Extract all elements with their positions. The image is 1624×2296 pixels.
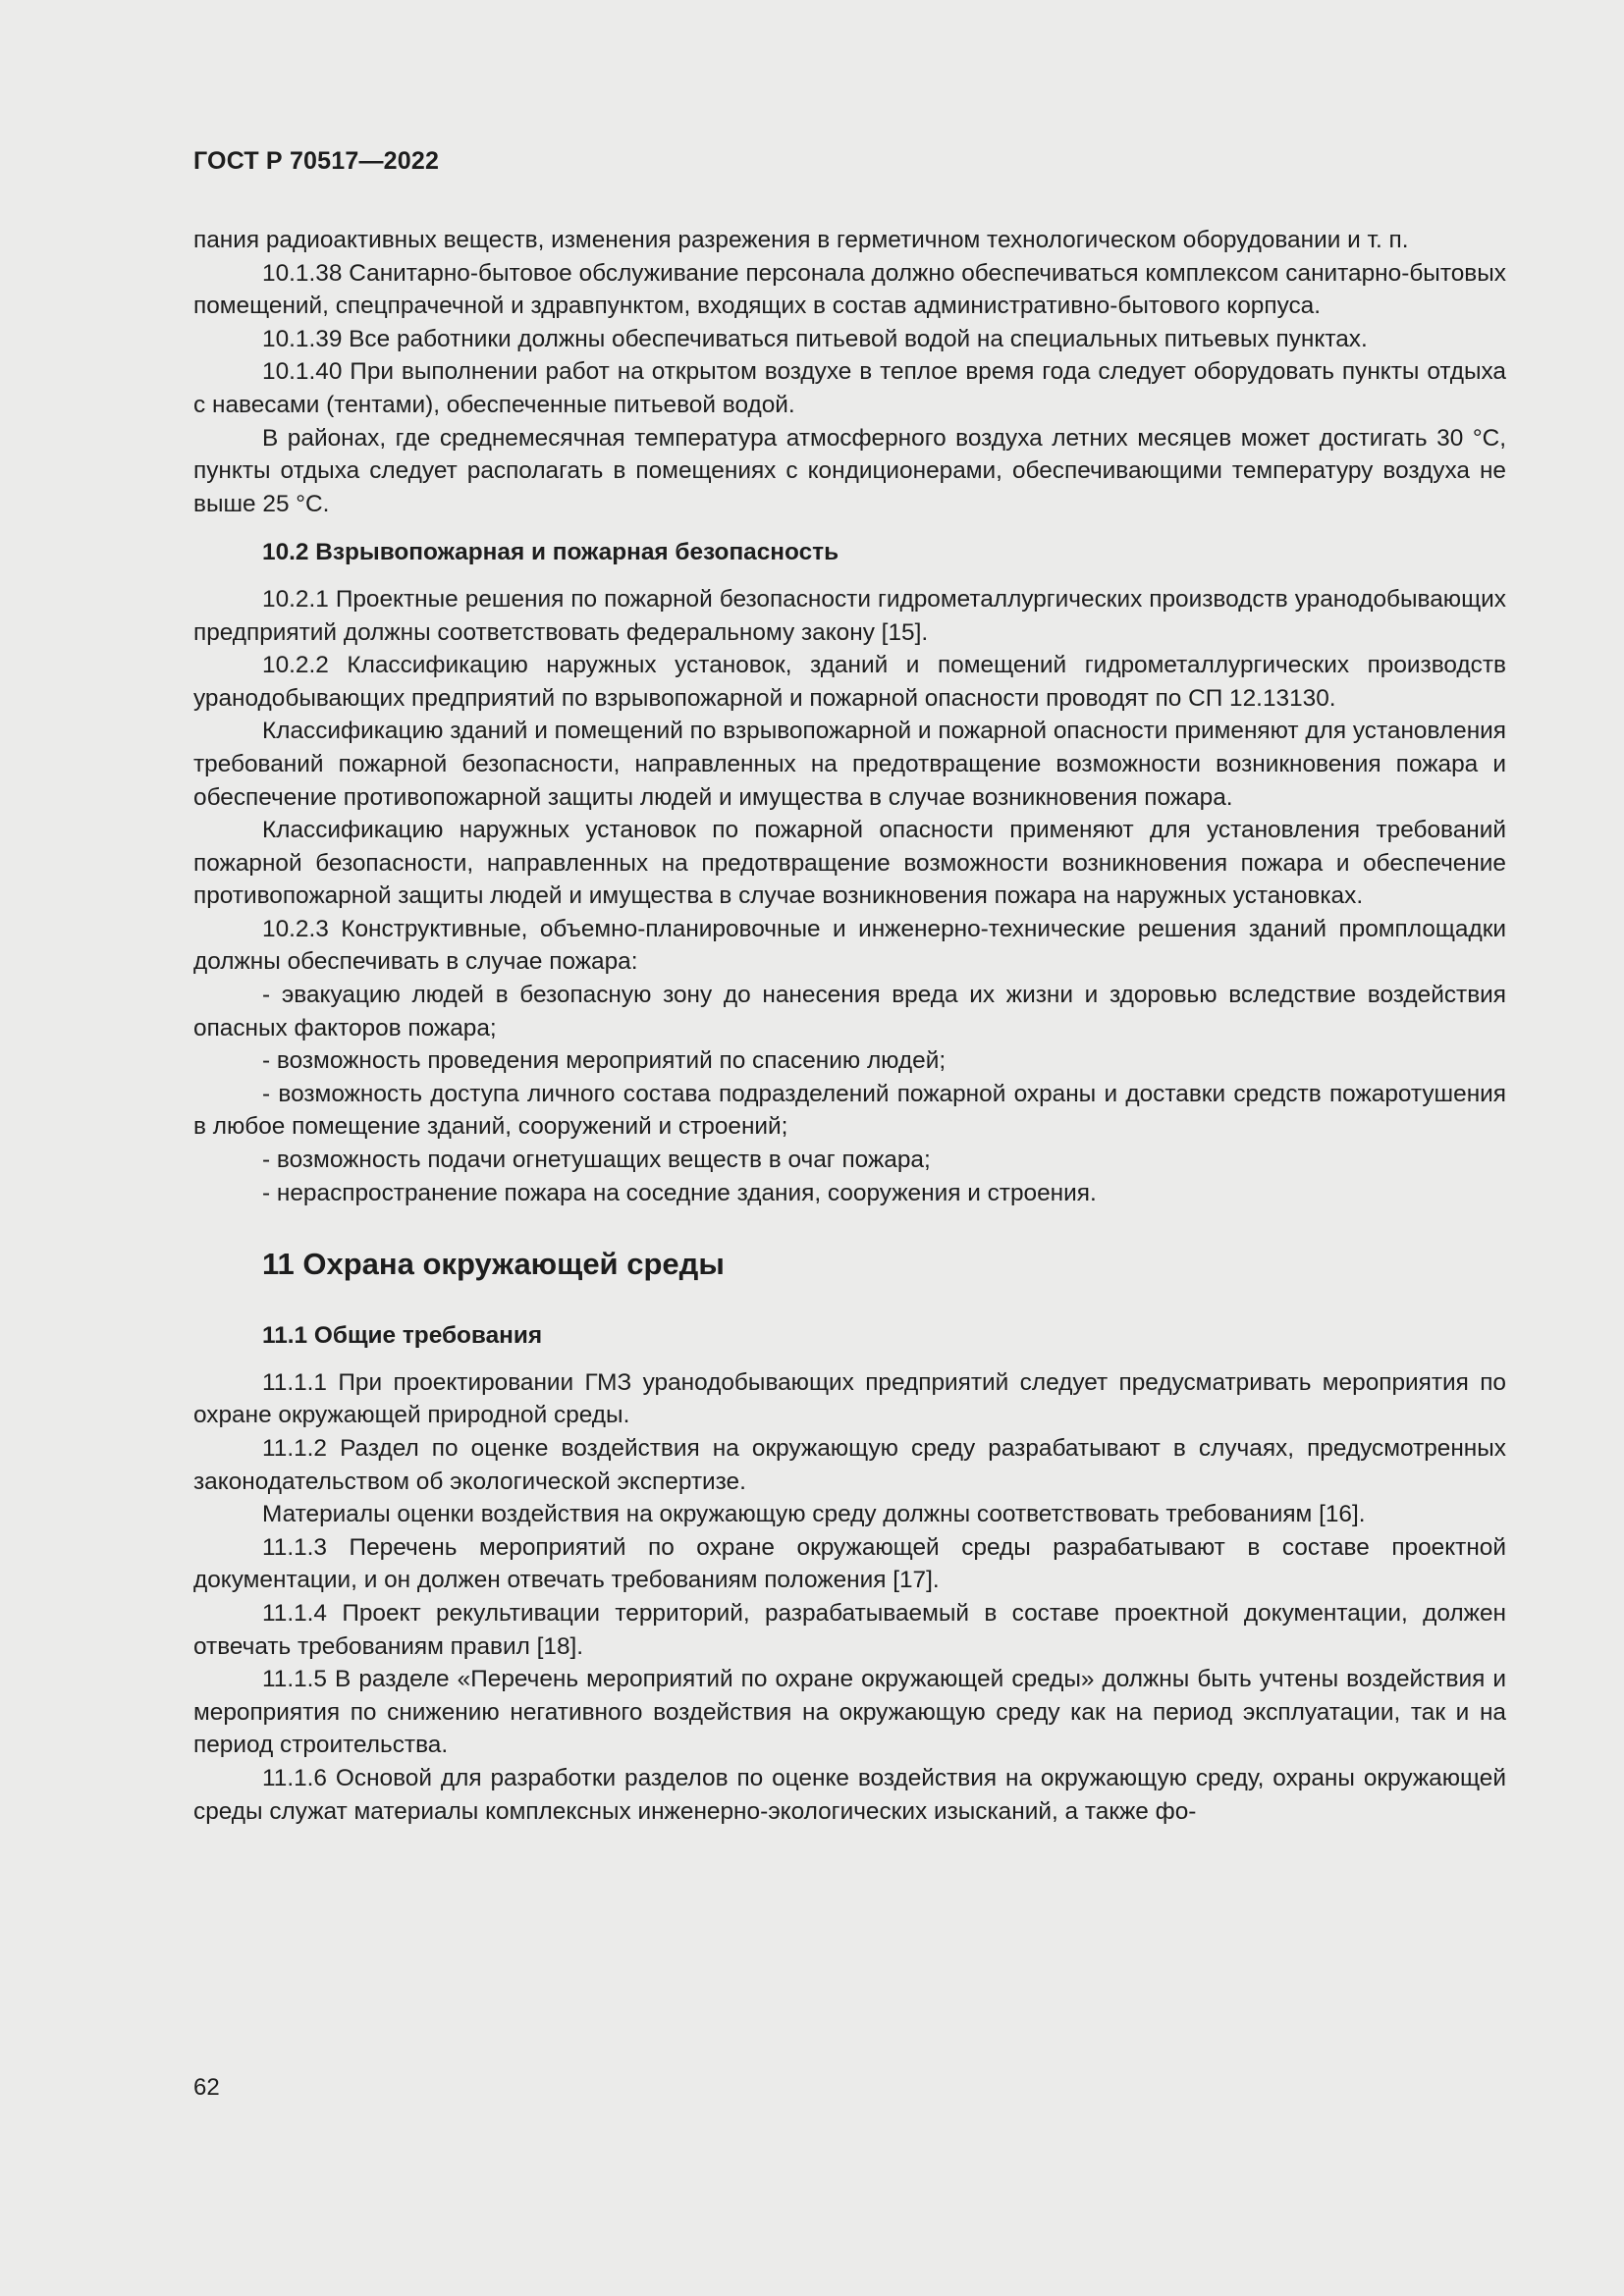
paragraph-10-1-39: 10.1.39 Все работники должны обеспечиваться питьевой водой на специальных питьевых пунктах. <box>262 325 1368 352</box>
page-number: 62 <box>193 2074 220 2101</box>
paragraph-regions: В районах, где среднемесячная температура атмосферного воздуха летних месяцев может достигать 30 °С, пункты отдыха следует располагать в помещениях с кондиционерами, обеспечивающими температуру воздуха не выше 25 °С. <box>193 424 1506 517</box>
paragraph-10-1-40: 10.1.40 При выполнении работ на открытом воздухе в теплое время года следует оборудовать пункты отдыха с навесами (тентами), обеспеченные питьевой водой. <box>193 358 1506 418</box>
paragraph-11-1-3: 11.1.3 Перечень мероприятий по охране окружающей среды разрабатывают в составе проектной документации, и он должен отвечать требованиям положения [17]. <box>193 1533 1506 1594</box>
paragraph-classification-buildings: Классификацию зданий и помещений по взрывопожарной и пожарной опасности применяют для установления требований пожарной безопасности, направленных на предотвращение возможности возникновения пожара и обеспечение противопожарной защиты людей и имущества в случае возникновения пожара. <box>193 718 1506 811</box>
section-heading-11-1: 11.1 Общие требования <box>262 1322 543 1350</box>
chapter-heading-11: 11 Охрана окружающей среды <box>262 1247 725 1282</box>
paragraph-classification-outdoor: Классификацию наружных установок по пожарной опасности применяют для установления требований пожарной безопасности, направленных на предотвращение возможности возникновения пожара и обеспечение противопожарной защиты людей и имущества в случае возникновения пожара на наружных установках. <box>193 817 1506 910</box>
paragraph-materials: Материалы оценки воздействия на окружающую среду должны соответствовать требованиям [16]. <box>262 1501 1366 1528</box>
list-item: - возможность проведения мероприятий по спасению людей; <box>262 1047 947 1075</box>
paragraph-continuation: пания радиоактивных веществ, изменения разрежения в герметичном технологическом оборудовании и т. п. <box>193 227 1409 253</box>
paragraph-10-1-38: 10.1.38 Санитарно-бытовое обслуживание персонала должно обеспечиваться комплексом санитарно-бытовых помещений, спецпрачечной и здравпунктом, входящих в состав административно-бытового корпуса. <box>193 259 1506 320</box>
paragraph-11-1-5: 11.1.5 В разделе «Перечень мероприятий по охране окружающей среды» должны быть учтены воздействия и мероприятия по снижению негативного воздействия на окружающую среду как на период эксплуатации, так и на период строительства. <box>193 1666 1506 1759</box>
document-code-header: ГОСТ Р 70517—2022 <box>193 147 440 175</box>
list-item: - возможность подачи огнетушащих веществ в очаг пожара; <box>262 1147 931 1174</box>
section-heading-10-2: 10.2 Взрывопожарная и пожарная безопасность <box>262 539 839 566</box>
list-item: - нераспространение пожара на соседние здания, сооружения и строения. <box>262 1179 1097 1206</box>
list-item: - возможность доступа личного состава подразделений пожарной охраны и доставки средств пожаротушения в любое помещение зданий, сооружений и строений; <box>193 1080 1506 1141</box>
paragraph-10-2-1: 10.2.1 Проектные решения по пожарной безопасности гидрометаллургических производств уранодобывающих предприятий должны соответствовать федеральному закону [15]. <box>193 585 1506 646</box>
paragraph-10-2-2: 10.2.2 Классификацию наружных установок, зданий и помещений гидрометаллургических производств уранодобывающих предприятий по взрывопожарной и пожарной опасности проводят по СП 12.13130. <box>193 652 1506 712</box>
paragraph-11-1-1: 11.1.1 При проектировании ГМЗ уранодобывающих предприятий следует предусматривать мероприятия по охране окружающей природной среды. <box>193 1368 1506 1429</box>
paragraph-11-1-4: 11.1.4 Проект рекультивации территорий, разрабатываемый в составе проектной документации, должен отвечать требованиям правил [18]. <box>193 1599 1506 1660</box>
document-body <box>193 224 1506 1828</box>
list-item: - эвакуацию людей в безопасную зону до нанесения вреда их жизни и здоровью вследствие воздействия опасных факторов пожара; <box>193 982 1506 1041</box>
paragraph-10-2-3: 10.2.3 Конструктивные, объемно-планировочные и инженерно-технические решения зданий промплощадки должны обеспечивать в случае пожара: <box>193 915 1506 976</box>
paragraph-11-1-6: 11.1.6 Основой для разработки разделов по оценке воздействия на окружающую среду, охраны окружающей среды служат материалы комплексных инженерно-экологических изысканий, а также фо- <box>193 1764 1506 1825</box>
paragraph-11-1-2: 11.1.2 Раздел по оценке воздействия на окружающую среду разрабатывают в случаях, предусмотренных законодательством об экологической экспертизе. <box>193 1435 1506 1495</box>
